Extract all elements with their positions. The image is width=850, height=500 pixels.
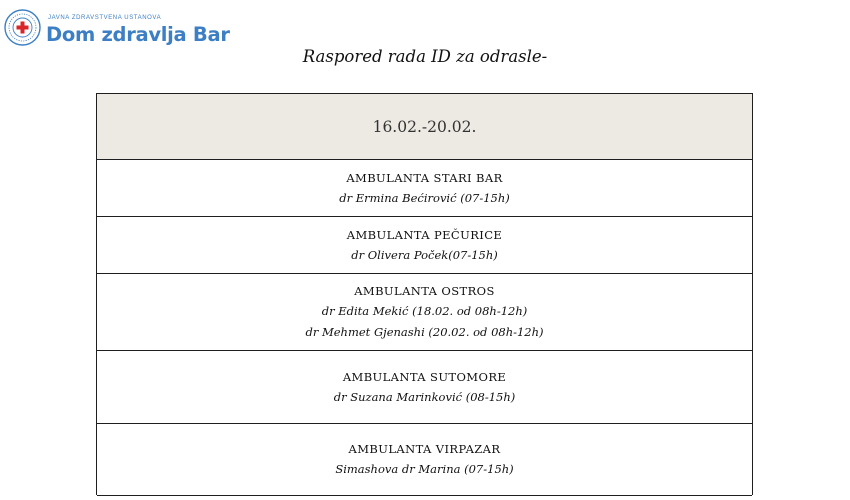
clinic-name: AMBULANTA OSTROS <box>354 284 495 298</box>
logo-subtitle: JAVNA ZDRAVSTVENA USTANOVA <box>48 15 162 21</box>
clinic-row <box>97 274 752 351</box>
clinic-row <box>97 424 752 496</box>
doctor-entry: Simashova dr Marina (07-15h) <box>335 462 514 476</box>
page-title: Raspored rada ID za odrasle- <box>302 47 548 66</box>
clinic-row <box>97 351 752 424</box>
clinic-name: AMBULANTA PEČURICE <box>346 227 503 242</box>
date-header-row <box>97 94 752 160</box>
doctor-entry: dr Olivera Poček(07-15h) <box>351 247 498 262</box>
clinic-name: AMBULANTA STARI BAR <box>346 170 503 185</box>
clinic-name: AMBULANTA SUTOMORE <box>342 369 507 384</box>
clinic-row <box>97 160 752 217</box>
clinic-row <box>97 217 752 274</box>
schedule-table <box>96 93 753 495</box>
logo-seal-icon <box>4 9 41 46</box>
doctor-entry: dr Ermina Bećirović (07-15h) <box>339 190 510 205</box>
logo <box>4 9 230 49</box>
doctor-entry: dr Mehmet Gjenashi (20.02. od 08h-12h) <box>305 325 544 339</box>
logo-name: Dom zdravlja Bar <box>46 23 230 46</box>
clinic-name: AMBULANTA VIRPAZAR <box>348 442 501 456</box>
doctor-entry: dr Edita Mekić (18.02. od 08h-12h) <box>321 304 528 318</box>
doctor-entry: dr Suzana Marinković (08-15h) <box>333 389 516 404</box>
date-range: 16.02.-20.02. <box>372 117 477 136</box>
